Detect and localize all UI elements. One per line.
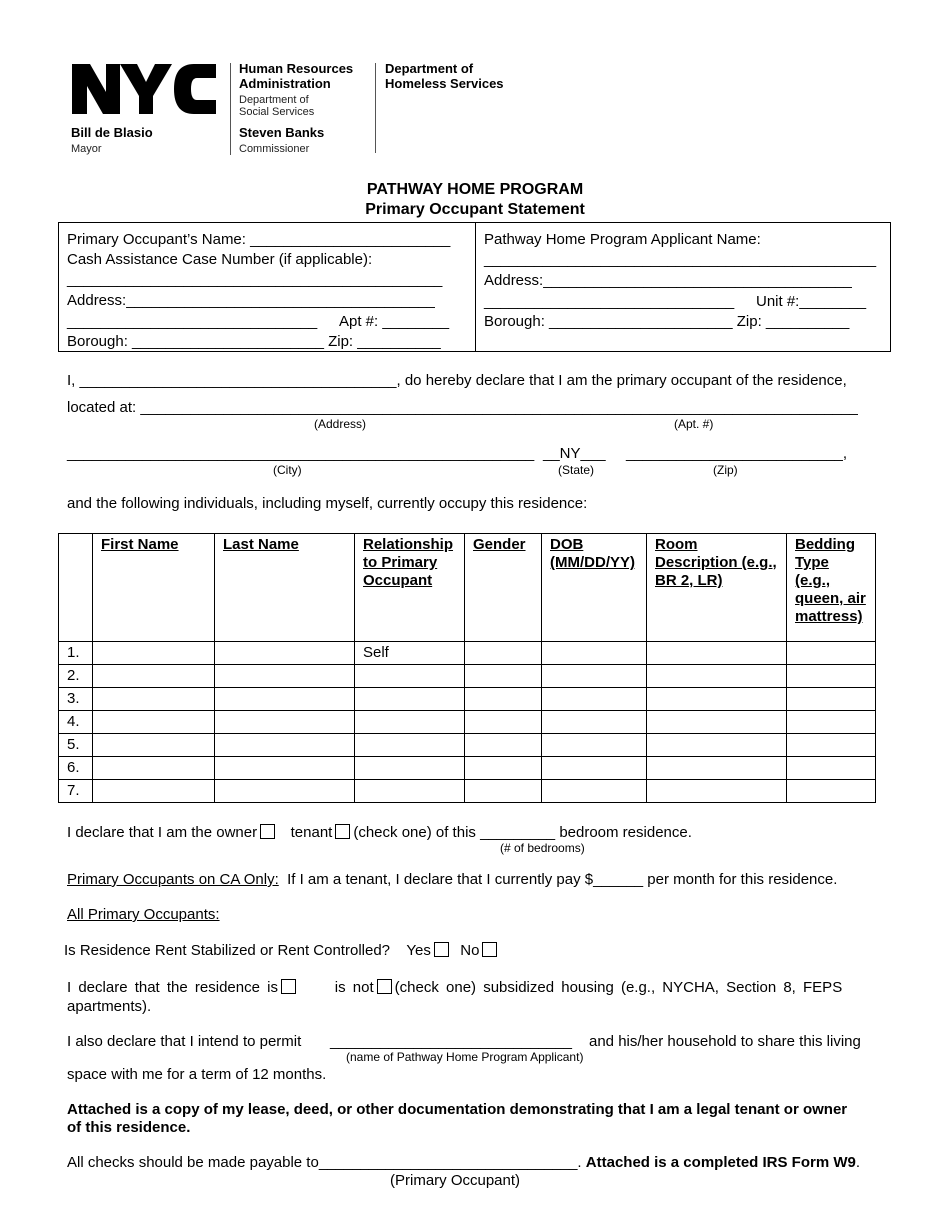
city-caption: (City) xyxy=(273,463,302,477)
is-subsidized-checkbox[interactable] xyxy=(281,979,296,994)
room-cell[interactable] xyxy=(647,642,787,665)
permit-line2: space with me for a term of 12 months. xyxy=(67,1066,327,1083)
tenant-label: tenant xyxy=(290,824,333,841)
bedding-cell[interactable] xyxy=(787,711,876,734)
dob-cell[interactable] xyxy=(542,780,647,803)
table-row xyxy=(59,780,876,803)
city-field[interactable]: ________________________________________________________ xyxy=(67,445,535,462)
is-not-subsidized-checkbox[interactable] xyxy=(377,979,392,994)
last-name-cell[interactable] xyxy=(215,711,355,734)
checks-line xyxy=(67,1154,860,1172)
gender-cell[interactable] xyxy=(465,734,542,757)
rent-stabilized-question: Is Residence Rent Stabilized or Rent Controlled? xyxy=(64,942,391,959)
table-row xyxy=(59,734,876,757)
gender-cell[interactable] xyxy=(465,780,542,803)
dob-cell[interactable] xyxy=(542,734,647,757)
gender-cell[interactable] xyxy=(465,711,542,734)
subsidized-suffix: (check one) subsidized housing (e.g., NYCHA, Section 8, FEPS xyxy=(394,979,843,996)
header-last-name: Last Name xyxy=(215,534,355,642)
bedding-cell[interactable] xyxy=(787,688,876,711)
nyc-logo xyxy=(70,62,218,121)
subsidized-line xyxy=(67,979,842,997)
commissioner-title: Commissioner xyxy=(239,143,310,155)
table-row xyxy=(59,688,876,711)
row-number: 7. xyxy=(59,780,93,803)
header-room: Room Description (e.g., BR 2, LR) xyxy=(647,534,787,642)
tenant-checkbox[interactable] xyxy=(335,824,350,839)
last-name-cell[interactable] xyxy=(215,780,355,803)
room-cell[interactable] xyxy=(647,688,787,711)
primary-occupant-caption: (Primary Occupant) xyxy=(390,1172,521,1189)
row-number: 5. xyxy=(59,734,93,757)
first-name-cell[interactable] xyxy=(93,734,215,757)
last-name-cell[interactable] xyxy=(215,757,355,780)
zip-field[interactable]: __________________________, xyxy=(626,445,848,462)
dob-cell[interactable] xyxy=(542,665,647,688)
payable-field[interactable]: All checks should be made payable to_______________________________. xyxy=(67,1154,582,1171)
last-name-cell[interactable] xyxy=(215,688,355,711)
dhs-line1: Department of xyxy=(385,61,474,76)
no-label: No xyxy=(460,942,480,959)
mayor-name: Bill de Blasio xyxy=(71,125,153,140)
header-first-name: First Name xyxy=(93,534,215,642)
case-number-label: Cash Assistance Case Number (if applicable): xyxy=(67,251,373,268)
relationship-cell[interactable]: Self xyxy=(355,642,465,665)
zip-caption: (Zip) xyxy=(713,463,738,477)
table-row xyxy=(59,642,876,665)
subsidized-prefix: I declare that the residence is xyxy=(67,979,278,996)
primary-occupant-name-field[interactable]: Primary Occupant’s Name: ________________________ xyxy=(67,231,451,248)
permit-right: and his/her household to share this living xyxy=(589,1033,861,1050)
applicant-name-field[interactable]: _______________________________________________ xyxy=(484,251,877,268)
owner-label: I declare that I am the owner xyxy=(67,824,258,841)
state-caption: (State) xyxy=(558,463,595,477)
gender-cell[interactable] xyxy=(465,642,542,665)
declaration-line1[interactable]: I, ______________________________________, do hereby declare that I am the primary occupant of the residence, xyxy=(67,372,847,389)
primary-apt-field[interactable]: Apt #: ________ xyxy=(339,313,450,330)
permit-caption: (name of Pathway Home Program Applicant) xyxy=(346,1050,584,1064)
last-name-cell[interactable] xyxy=(215,642,355,665)
first-name-cell[interactable] xyxy=(93,780,215,803)
applicant-permit-field[interactable]: _____________________________ xyxy=(330,1033,572,1050)
ca-only-line xyxy=(67,871,837,889)
header-dob: DOB (MM/DD/YY) xyxy=(542,534,647,642)
header-divider-2 xyxy=(375,63,376,153)
first-name-cell[interactable] xyxy=(93,688,215,711)
commissioner-name: Steven Banks xyxy=(239,125,325,140)
bedding-cell[interactable] xyxy=(787,642,876,665)
mayor-title: Mayor xyxy=(71,143,102,155)
room-cell[interactable] xyxy=(647,711,787,734)
occupants-table xyxy=(58,533,876,803)
page-title: PATHWAY HOME PROGRAM xyxy=(366,181,584,198)
agency-sub1: Department of xyxy=(239,94,309,106)
room-cell[interactable] xyxy=(647,665,787,688)
row-number: 6. xyxy=(59,757,93,780)
last-name-cell[interactable] xyxy=(215,734,355,757)
occupant-applicant-box xyxy=(58,222,891,352)
agency-sub2: Social Services xyxy=(239,106,315,118)
last-name-cell[interactable] xyxy=(215,665,355,688)
w9-notice: Attached is a completed IRS Form W9 xyxy=(585,1154,856,1171)
applicant-address-line2-field[interactable]: ______________________________ xyxy=(484,293,735,310)
gender-cell[interactable] xyxy=(465,757,542,780)
all-primary-label: All Primary Occupants: xyxy=(67,906,220,923)
first-name-cell[interactable] xyxy=(93,711,215,734)
table-header-row xyxy=(59,534,876,642)
declaration-address-field[interactable]: located at: ______________________________________________________________________________________ xyxy=(67,399,858,416)
first-name-cell[interactable] xyxy=(93,642,215,665)
relationship-cell[interactable] xyxy=(355,665,465,688)
apt-caption: (Apt. #) xyxy=(674,417,714,431)
table-row xyxy=(59,665,876,688)
yes-label: Yes xyxy=(406,942,431,959)
primary-borough-zip-field[interactable]: Borough: _______________________ Zip: __________ xyxy=(67,333,441,350)
relationship-cell[interactable] xyxy=(355,711,465,734)
subsidized-line2: apartments). xyxy=(67,998,152,1015)
owner-tenant-line xyxy=(67,824,692,842)
agency-line2: Administration xyxy=(239,76,331,91)
bedding-cell[interactable] xyxy=(787,734,876,757)
owner-checkbox[interactable] xyxy=(260,824,275,839)
attached-line1: Attached is a copy of my lease, deed, or other documentation demonstrating that I am a legal tenant or owner xyxy=(67,1101,848,1118)
rent-amount-field[interactable]: If I am a tenant, I declare that I currently pay $______ per month for this residence. xyxy=(287,871,838,888)
occupants-intro: and the following individuals, including myself, currently occupy this residence: xyxy=(67,495,588,512)
permit-left: I also declare that I intend to permit xyxy=(67,1033,302,1050)
table-row xyxy=(59,711,876,734)
relationship-cell[interactable] xyxy=(355,757,465,780)
header-num xyxy=(59,534,93,642)
nyc-logo-icon xyxy=(70,62,218,116)
address-caption: (Address) xyxy=(314,417,367,431)
applicant-address-field[interactable]: Address:_____________________________________ xyxy=(484,272,852,289)
relationship-cell[interactable] xyxy=(355,780,465,803)
table-row xyxy=(59,757,876,780)
no-checkbox[interactable] xyxy=(482,942,497,957)
bedrooms-field[interactable]: (check one) of this _________ bedroom residence. xyxy=(353,824,692,841)
w9-period: . xyxy=(855,1154,861,1171)
row-number: 3. xyxy=(59,688,93,711)
row-number: 1. xyxy=(59,642,93,665)
bedding-cell[interactable] xyxy=(787,757,876,780)
row-number: 4. xyxy=(59,711,93,734)
header-relationship: Relationship to Primary Occupant xyxy=(355,534,465,642)
attached-line2: of this residence. xyxy=(67,1119,191,1136)
applicant-unit-field[interactable]: Unit #:________ xyxy=(756,293,867,310)
row-number: 2. xyxy=(59,665,93,688)
is-not-label: is not xyxy=(334,979,374,996)
dhs-line2: Homeless Services xyxy=(385,76,504,91)
primary-address-field[interactable]: Address:_____________________________________ xyxy=(67,292,435,309)
header-gender: Gender xyxy=(465,534,542,642)
applicant-name-label: Pathway Home Program Applicant Name: xyxy=(484,231,761,248)
page-subtitle: Primary Occupant Statement xyxy=(365,201,585,218)
bedding-cell[interactable] xyxy=(787,780,876,803)
yes-checkbox[interactable] xyxy=(434,942,449,957)
room-cell[interactable] xyxy=(647,734,787,757)
header-bedding: Bedding Type (e.g., queen, air mattress) xyxy=(787,534,876,642)
ca-only-label: Primary Occupants on CA Only: xyxy=(67,871,279,888)
relationship-cell[interactable] xyxy=(355,688,465,711)
dob-cell[interactable] xyxy=(542,711,647,734)
case-number-field[interactable]: _____________________________________________ xyxy=(67,271,443,288)
state-field[interactable]: __NY___ xyxy=(543,445,606,462)
bedding-cell[interactable] xyxy=(787,665,876,688)
agency-line1: Human Resources xyxy=(239,61,354,76)
rent-stabilized-line xyxy=(64,942,500,960)
gender-cell[interactable] xyxy=(465,688,542,711)
header-divider-1 xyxy=(230,63,231,155)
dob-cell[interactable] xyxy=(542,642,647,665)
first-name-cell[interactable] xyxy=(93,757,215,780)
primary-address-line2-field[interactable]: ______________________________ xyxy=(67,313,318,330)
room-cell[interactable] xyxy=(647,780,787,803)
dob-cell[interactable] xyxy=(542,688,647,711)
first-name-cell[interactable] xyxy=(93,665,215,688)
applicant-borough-zip-field[interactable]: Borough: ______________________ Zip: __________ xyxy=(484,313,850,330)
box-divider xyxy=(475,223,476,351)
bedrooms-caption: (# of bedrooms) xyxy=(500,841,585,855)
relationship-cell[interactable] xyxy=(355,734,465,757)
dob-cell[interactable] xyxy=(542,757,647,780)
gender-cell[interactable] xyxy=(465,665,542,688)
room-cell[interactable] xyxy=(647,757,787,780)
